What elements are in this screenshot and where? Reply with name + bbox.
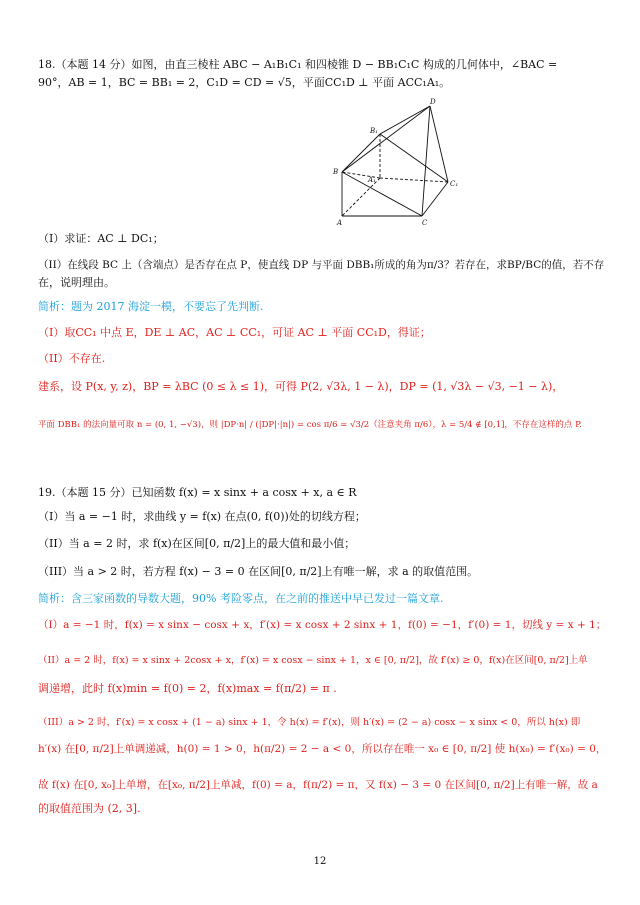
q19-part1: （I）当 a = −1 时，求曲线 y = f(x) 在点(0, f(0))处的切线方程；	[38, 510, 366, 523]
q18-stem-line1: 18.（本题 14 分）如图，由直三棱柱 ABC − A₁B₁C₁ 和四棱锥 D − BB₁C₁C 构成的几何体中，∠BAC =	[38, 58, 558, 71]
edge-d-c1	[430, 106, 448, 182]
q19-solution-3-line2: h′(x) 在[0, π/2]上单调递减，h(0) = 1 > 0，h(π/2) = 2 − a < 0，所以存在唯一 x₀ ∈ [0, π/2] 使 h(x₀) = f′(x₀) = 0，	[38, 743, 607, 755]
edge-a1-c1	[380, 178, 448, 182]
label-d: D	[430, 98, 436, 106]
edge-d-b1	[380, 106, 430, 134]
q19-solution-4-line2: 的取值范围为 (2, 3].	[38, 802, 141, 815]
q18-stem-line2: 90°，AB = 1，BC = BB₁ = 2，C₁D = CD = √5，平面CC₁D ⊥ 平面 ACC₁A₁。	[38, 76, 451, 89]
label-c: C	[422, 219, 428, 227]
q19-stem: 19.（本题 15 分）已知函数 f(x) = x sinx + a cosx + x, a ∈ R	[38, 486, 357, 499]
edge-d-c	[422, 106, 430, 216]
edge-d-b	[342, 106, 430, 172]
q18-part1: （I）求证：AC ⊥ DC₁；	[38, 232, 164, 245]
q18-solution-2: （II）不存在.	[38, 352, 106, 365]
q18-analysis: 简析：题为 2017 海淀一模，不要忘了先判断.	[38, 300, 264, 313]
edge-c-c1	[422, 182, 448, 216]
q18-solution-3: 建系，设 P(x, y, z)，BP = λBC (0 ≤ λ ≤ 1)，可得 P(2, √3λ, 1 − λ)，DP = (1, √3λ − √3, −1 − λ)，	[38, 380, 564, 393]
edge-b1-b	[342, 134, 380, 172]
label-b: B	[333, 168, 339, 176]
q19-solution-4-line1: 故 f(x) 在[0, x₀]上单增，在[x₀, π/2]上单减，f(0) = a，f(π/2) = π，又 f(x) − 3 = 0 在区间[0, π/2]上有唯一解，故 a	[38, 779, 598, 791]
label-c1: C₁	[450, 180, 459, 188]
label-a: A	[337, 219, 343, 227]
q19-analysis: 简析：含三家函数的导数大题，90% 考险零点，在之前的推送中早已发过一篇文章.	[38, 592, 444, 605]
geometry-figure	[330, 96, 470, 228]
q18-solution-4: 平面 DBB₁ 的法向量可取 n = (0, 1, −√3)，则 |DP·n| / (|DP|·|n|) = cos π/6 = √3/2（注意夹角 π/6），λ = 5/4 ∉ [0,1]，不存在这样的点 P.	[38, 420, 582, 430]
q19-solution-3-line1: （III）a > 2 时，f′(x) = x cosx + (1 − a) sinx + 1，令 h(x) = f′(x)，则 h′(x) = (2 − a) cosx − x sinx < 0，所以 h(x) 即	[38, 717, 581, 728]
q19-part2: （II）当 a = 2 时，求 f(x)在区间[0, π/2]上的最大值和最小值；	[38, 537, 356, 550]
q19-part3: （III）当 a > 2 时，若方程 f(x) − 3 = 0 在区间[0, π/2]上有唯一解，求 a 的取值范围。	[38, 565, 479, 578]
edge-b-c	[342, 172, 422, 216]
label-a1: A₁	[368, 176, 376, 184]
q18-part2-line2: 在，说明理由。	[38, 276, 115, 289]
q19-solution-2-line2: 调递增，此时 f(x)min = f(0) = 2，f(x)max = f(π/2) = π .	[38, 682, 337, 695]
q18-part2-line1: （II）在线段 BC 上（含端点）是否存在点 P，使直线 DP 与平面 DBB₁所成的角为π/3？若存在，求BP/BC的值，若不存	[38, 259, 605, 271]
edge-b1-c1	[380, 134, 448, 182]
page-number: 12	[313, 856, 327, 867]
label-b1: B₁	[370, 127, 378, 135]
q18-solution-1: （I）取CC₁ 中点 E，DE ⊥ AC，AC ⊥ CC₁，可证 AC ⊥ 平面 CC₁D，得证；	[38, 326, 431, 339]
q19-solution-2-line1: （II）a = 2 时，f(x) = x sinx + 2cosx + x，f′(x) = x cosx − sinx + 1，x ∈ [0, π/2]，故 f′(x) ≥ 0，f(x)在区间[0, π/2]上单	[38, 655, 588, 666]
q19-solution-1: （I）a = −1 时，f(x) = x sinx − cosx + x，f′(x) = x cosx + 2 sinx + 1，f(0) = −1，f′(0) = 1，切线 y = x + 1；	[38, 619, 607, 631]
